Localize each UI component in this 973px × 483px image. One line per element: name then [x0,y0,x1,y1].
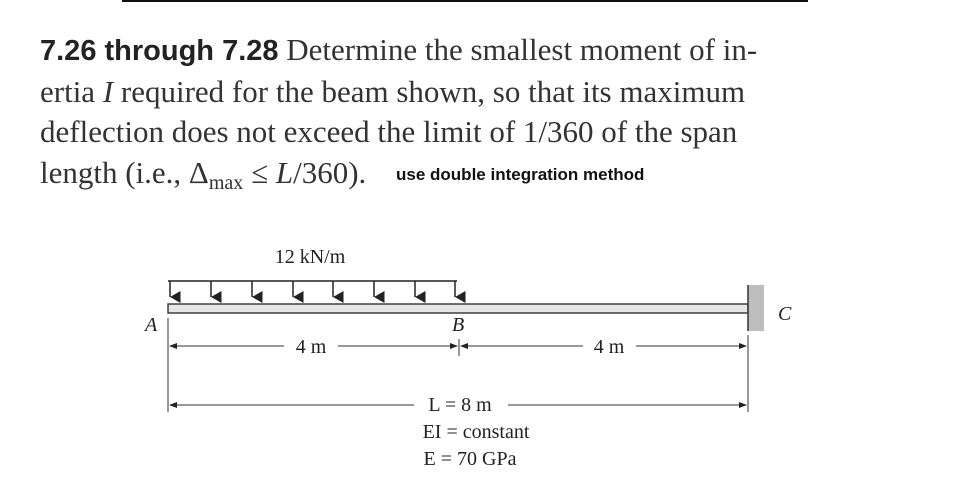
distributed-load [168,246,457,297]
problem-line-2-start: ertia [40,73,103,109]
point-a-label: A [145,314,158,336]
leq-symbol: ≤ [243,154,276,190]
moment-of-inertia-symbol: I [102,73,114,109]
problem-line-2-end: required for the beam shown, so that its maximum [113,73,746,109]
problem-line-1: Determine the smallest moment of in- [286,32,758,67]
max-subscript: max [208,171,244,194]
problem-line-4-start: length (i.e., Δ [40,154,209,190]
point-b-label: B [452,314,465,336]
load-label: 12 kN/m [274,246,346,268]
method-note: use double integration method [396,164,645,184]
ei-label: EI = constant [422,421,530,443]
problem-number: 7.26 through 7.28 [40,35,279,67]
e-label: E = 70 GPa [423,448,517,470]
problem-line-3: deflection does not exceed the limit of 1/360 of the span [40,114,738,149]
load-arrows [170,281,455,297]
dimension-left-label: 4 m [295,336,327,358]
length-symbol: L [275,154,294,190]
dimension-right-label: 4 m [593,336,625,358]
span-label: L = 8 m [428,394,492,416]
point-c-label: C [778,303,792,325]
problem-line-4-end: /360). [293,154,367,190]
beam [168,304,748,313]
fixed-support [748,285,764,331]
